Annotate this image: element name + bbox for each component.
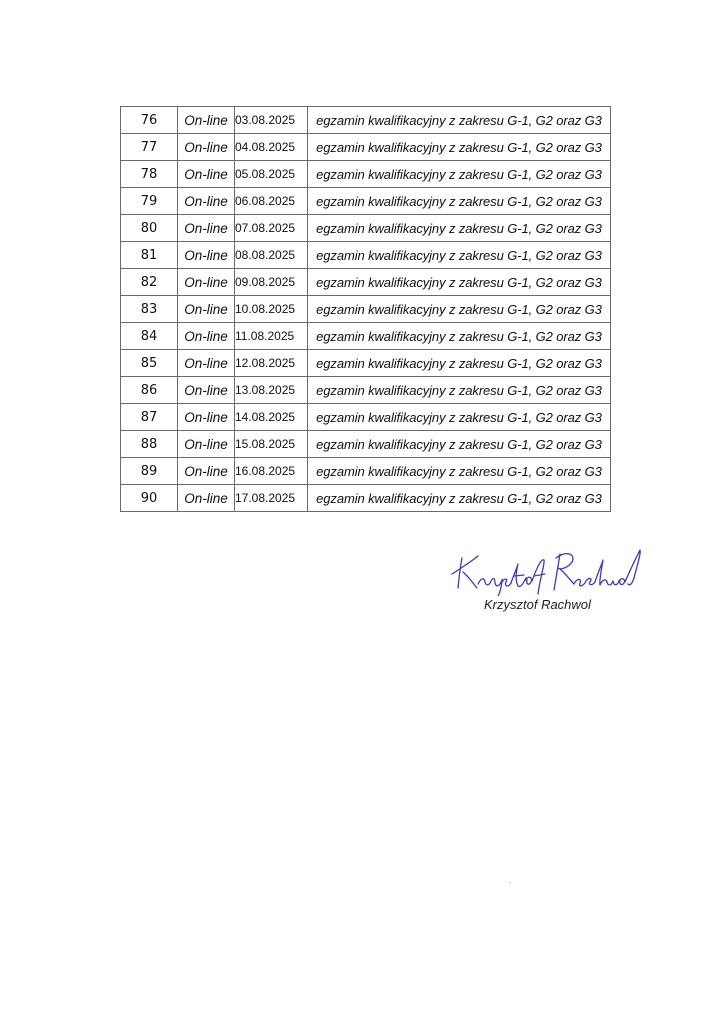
table-row <box>121 323 611 350</box>
exam-description-cell: egzamin kwalifikacyjny z zakresu G-1, G2 oraz G3 <box>308 269 611 296</box>
row-number-cell: 85 <box>121 350 178 377</box>
exam-date-cell: 10.08.2025 <box>235 296 308 323</box>
exam-date-cell: 09.08.2025 <box>235 269 308 296</box>
exam-date-cell: 08.08.2025 <box>235 242 308 269</box>
signer-name: Krzysztof Rachwol <box>484 597 591 612</box>
exam-date-cell: 07.08.2025 <box>235 215 308 242</box>
exam-schedule-body <box>121 107 611 512</box>
row-number-cell: 82 <box>121 269 178 296</box>
row-number-cell: 83 <box>121 296 178 323</box>
exam-description-cell: egzamin kwalifikacyjny z zakresu G-1, G2 oraz G3 <box>308 242 611 269</box>
table-row <box>121 431 611 458</box>
table-row <box>121 458 611 485</box>
exam-description-cell: egzamin kwalifikacyjny z zakresu G-1, G2 oraz G3 <box>308 134 611 161</box>
exam-mode-cell: On-line <box>178 215 235 242</box>
exam-date-cell: 15.08.2025 <box>235 431 308 458</box>
row-number-cell: 87 <box>121 404 178 431</box>
row-number-cell: 77 <box>121 134 178 161</box>
table-row <box>121 242 611 269</box>
row-number-cell: 86 <box>121 377 178 404</box>
exam-description-cell: egzamin kwalifikacyjny z zakresu G-1, G2 oraz G3 <box>308 215 611 242</box>
row-number-cell: 81 <box>121 242 178 269</box>
exam-mode-cell: On-line <box>178 350 235 377</box>
table-row <box>121 188 611 215</box>
exam-mode-cell: On-line <box>178 188 235 215</box>
exam-mode-cell: On-line <box>178 107 235 134</box>
exam-date-cell: 06.08.2025 <box>235 188 308 215</box>
exam-mode-cell: On-line <box>178 458 235 485</box>
table-row <box>121 134 611 161</box>
exam-date-cell: 05.08.2025 <box>235 161 308 188</box>
exam-description-cell: egzamin kwalifikacyjny z zakresu G-1, G2 oraz G3 <box>308 323 611 350</box>
exam-description-cell: egzamin kwalifikacyjny z zakresu G-1, G2 oraz G3 <box>308 377 611 404</box>
exam-mode-cell: On-line <box>178 431 235 458</box>
exam-description-cell: egzamin kwalifikacyjny z zakresu G-1, G2 oraz G3 <box>308 350 611 377</box>
row-number-cell: 84 <box>121 323 178 350</box>
exam-mode-cell: On-line <box>178 269 235 296</box>
table-row <box>121 215 611 242</box>
scan-speck <box>509 882 511 883</box>
row-number-cell: 89 <box>121 458 178 485</box>
table-row <box>121 269 611 296</box>
exam-mode-cell: On-line <box>178 485 235 512</box>
exam-description-cell: egzamin kwalifikacyjny z zakresu G-1, G2 oraz G3 <box>308 404 611 431</box>
handwritten-signature <box>448 544 648 596</box>
exam-description-cell: egzamin kwalifikacyjny z zakresu G-1, G2 oraz G3 <box>308 161 611 188</box>
exam-mode-cell: On-line <box>178 242 235 269</box>
exam-mode-cell: On-line <box>178 404 235 431</box>
exam-mode-cell: On-line <box>178 296 235 323</box>
exam-mode-cell: On-line <box>178 323 235 350</box>
row-number-cell: 90 <box>121 485 178 512</box>
table-row <box>121 107 611 134</box>
exam-description-cell: egzamin kwalifikacyjny z zakresu G-1, G2 oraz G3 <box>308 485 611 512</box>
table-row <box>121 377 611 404</box>
exam-date-cell: 16.08.2025 <box>235 458 308 485</box>
exam-description-cell: egzamin kwalifikacyjny z zakresu G-1, G2 oraz G3 <box>308 296 611 323</box>
exam-date-cell: 03.08.2025 <box>235 107 308 134</box>
row-number-cell: 80 <box>121 215 178 242</box>
table-row <box>121 296 611 323</box>
exam-description-cell: egzamin kwalifikacyjny z zakresu G-1, G2 oraz G3 <box>308 458 611 485</box>
table-row <box>121 485 611 512</box>
table-row <box>121 161 611 188</box>
exam-description-cell: egzamin kwalifikacyjny z zakresu G-1, G2 oraz G3 <box>308 107 611 134</box>
exam-date-cell: 11.08.2025 <box>235 323 308 350</box>
row-number-cell: 79 <box>121 188 178 215</box>
exam-mode-cell: On-line <box>178 161 235 188</box>
exam-description-cell: egzamin kwalifikacyjny z zakresu G-1, G2 oraz G3 <box>308 188 611 215</box>
row-number-cell: 76 <box>121 107 178 134</box>
exam-date-cell: 12.08.2025 <box>235 350 308 377</box>
exam-description-cell: egzamin kwalifikacyjny z zakresu G-1, G2 oraz G3 <box>308 431 611 458</box>
exam-mode-cell: On-line <box>178 134 235 161</box>
exam-schedule-table <box>120 106 611 512</box>
exam-date-cell: 14.08.2025 <box>235 404 308 431</box>
row-number-cell: 78 <box>121 161 178 188</box>
table-row <box>121 350 611 377</box>
exam-date-cell: 13.08.2025 <box>235 377 308 404</box>
table-row <box>121 404 611 431</box>
exam-date-cell: 17.08.2025 <box>235 485 308 512</box>
exam-date-cell: 04.08.2025 <box>235 134 308 161</box>
exam-mode-cell: On-line <box>178 377 235 404</box>
row-number-cell: 88 <box>121 431 178 458</box>
